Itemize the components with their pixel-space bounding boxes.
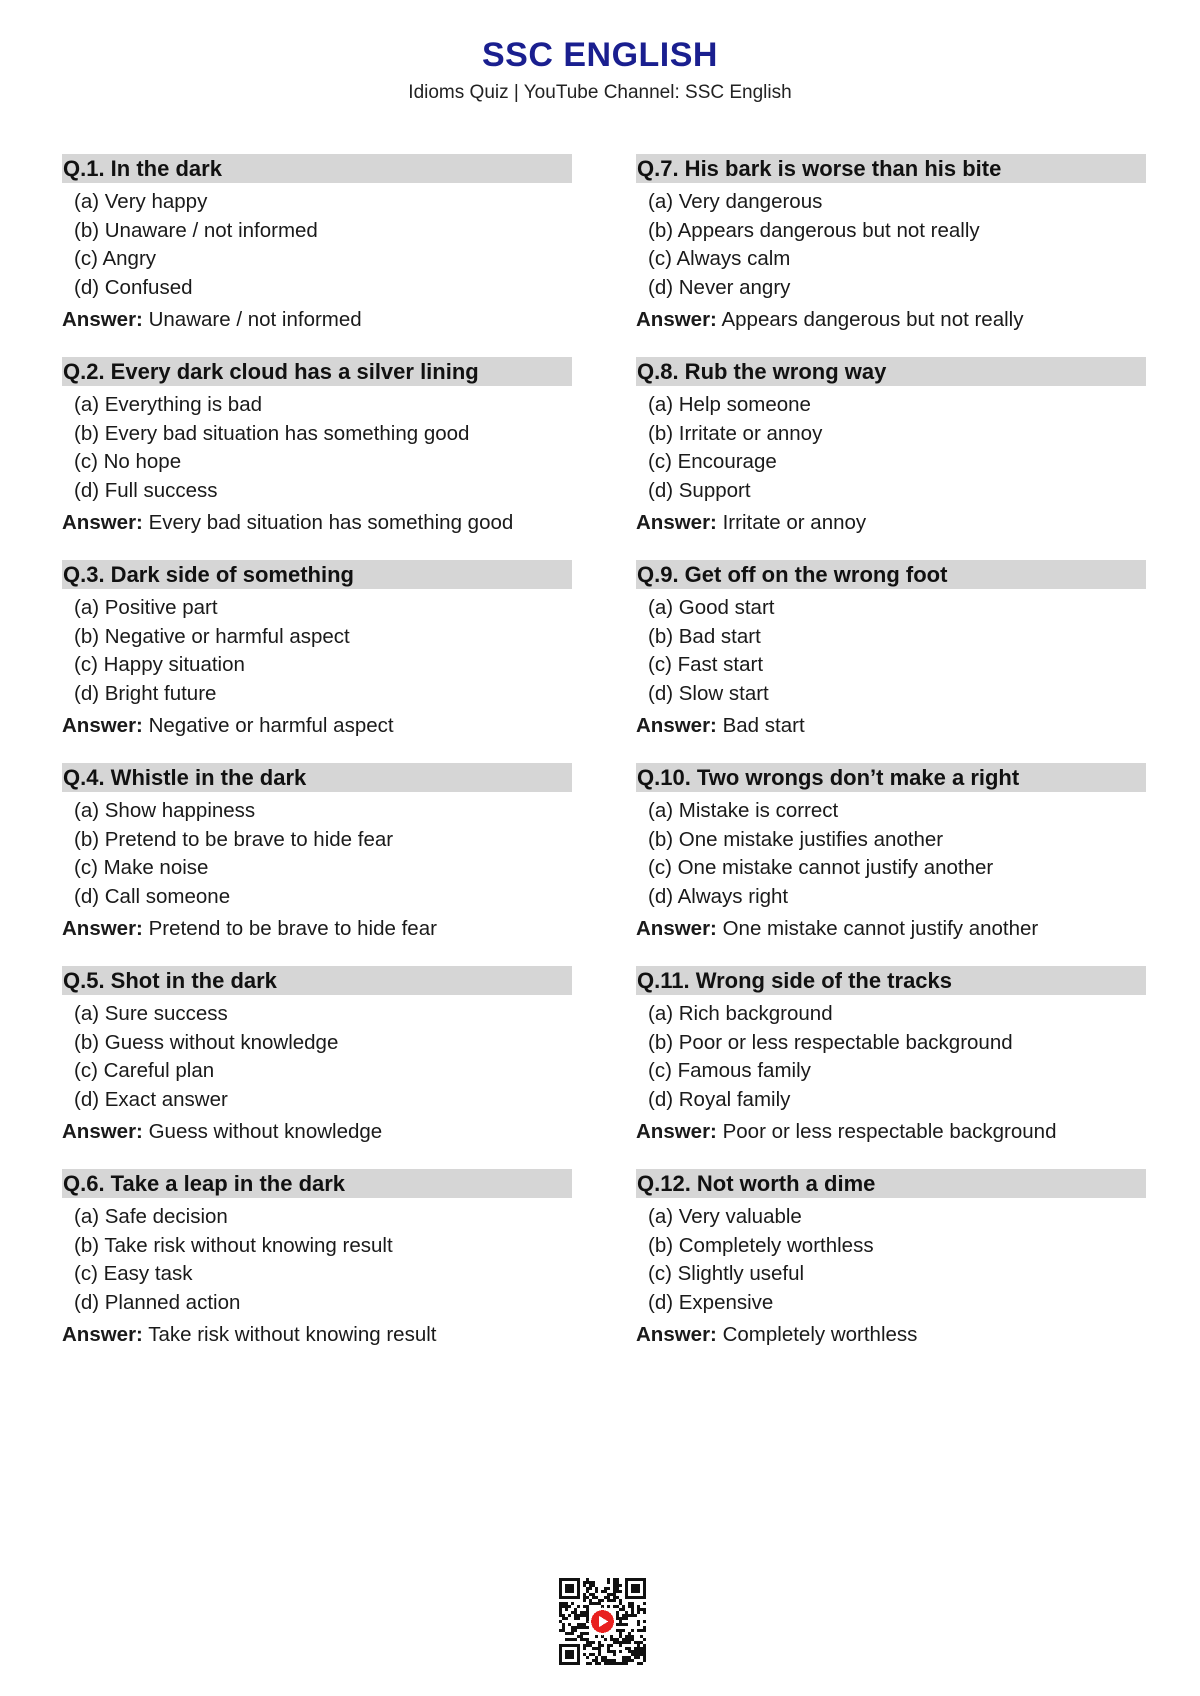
option: (c) Always calm	[648, 247, 791, 270]
answer-label: Answer:	[62, 714, 143, 737]
question-block	[636, 560, 1146, 763]
option: (d) Support	[648, 478, 751, 502]
option: (c) Careful plan	[74, 1059, 215, 1082]
option: (a) Positive part	[74, 596, 218, 619]
option: (b) Pretend to be brave to hide fear	[74, 827, 394, 851]
question-block	[62, 763, 572, 966]
question-title: Q.5. Shot in the dark	[62, 966, 572, 995]
question-title: Q.3. Dark side of something	[62, 560, 572, 589]
question-title: Q.7. His bark is worse than his bite	[636, 154, 1146, 183]
option-list	[636, 1000, 1146, 1114]
answer-line	[636, 916, 1146, 942]
question-block	[62, 966, 572, 1169]
answer-text: Take risk without knowing result	[148, 1323, 437, 1346]
question-block	[636, 966, 1146, 1169]
answer-text: Appears dangerous but not really	[721, 308, 1024, 331]
question-title: Q.12. Not worth a dime	[636, 1169, 1146, 1198]
question-block	[62, 1169, 572, 1372]
option: (b) Take risk without knowing result	[74, 1233, 393, 1257]
option-list	[62, 1000, 572, 1114]
answer-line	[62, 916, 572, 942]
option: (b) Unaware / not informed	[74, 218, 318, 242]
answer-line	[636, 713, 1146, 739]
option: (a) Very valuable	[648, 1205, 802, 1228]
answer-text: Guess without knowledge	[148, 1120, 383, 1143]
option: (a) Good start	[648, 596, 775, 619]
option: (b) Poor or less respectable background	[648, 1030, 1013, 1054]
option: (a) Show happiness	[74, 799, 256, 822]
answer-text: Irritate or annoy	[722, 511, 867, 534]
option: (d) Never angry	[648, 275, 791, 299]
option: (b) Completely worthless	[648, 1233, 874, 1257]
answer-label: Answer:	[636, 917, 717, 940]
option: (b) Irritate or annoy	[648, 421, 823, 445]
answer-line	[62, 510, 572, 536]
option: (a) Sure success	[74, 1002, 228, 1025]
answer-line	[636, 307, 1146, 333]
option: (c) One mistake cannot justify another	[648, 856, 994, 879]
answer-label: Answer:	[62, 1323, 143, 1346]
option-list	[62, 594, 572, 708]
answer-label: Answer:	[636, 1323, 717, 1346]
option: (c) Famous family	[648, 1059, 811, 1082]
youtube-play-icon	[589, 1608, 617, 1636]
question-title: Q.11. Wrong side of the tracks	[636, 966, 1146, 995]
option: (a) Safe decision	[74, 1205, 228, 1228]
option-list	[62, 1203, 572, 1317]
option: (d) Exact answer	[74, 1087, 228, 1111]
option: (d) Call someone	[74, 884, 231, 908]
question-title: Q.8. Rub the wrong way	[636, 357, 1146, 386]
option-list	[636, 594, 1146, 708]
option: (a) Very dangerous	[648, 190, 823, 213]
answer-label: Answer:	[62, 1120, 143, 1143]
option-list	[636, 797, 1146, 911]
option: (a) Help someone	[648, 393, 811, 416]
answer-line	[636, 1322, 1146, 1348]
question-block	[636, 763, 1146, 966]
answer-label: Answer:	[636, 1120, 717, 1143]
question-title: Q.2. Every dark cloud has a silver lining	[62, 357, 572, 386]
question-block	[636, 154, 1146, 357]
answer-text: One mistake cannot justify another	[722, 917, 1039, 940]
option: (c) No hope	[74, 450, 182, 473]
qr-code-icon[interactable]	[559, 1578, 646, 1665]
answer-text: Bad start	[722, 714, 805, 737]
answer-label: Answer:	[62, 917, 143, 940]
option: (b) Negative or harmful aspect	[74, 624, 350, 648]
option-list	[636, 1203, 1146, 1317]
option: (d) Always right	[648, 884, 789, 908]
answer-line	[636, 510, 1146, 536]
option: (d) Royal family	[648, 1087, 791, 1111]
page-header	[0, 34, 1200, 105]
option: (c) Make noise	[74, 856, 209, 879]
option-list	[62, 188, 572, 302]
answer-text: Unaware / not informed	[148, 308, 362, 331]
option: (c) Easy task	[74, 1262, 193, 1285]
page-subtitle: Idioms Quiz | YouTube Channel: SSC English	[408, 82, 792, 103]
question-column-left	[62, 154, 572, 1372]
answer-text: Every bad situation has something good	[148, 511, 514, 534]
option: (d) Planned action	[74, 1290, 241, 1314]
answer-text: Poor or less respectable background	[722, 1120, 1057, 1143]
question-title: Q.9. Get off on the wrong foot	[636, 560, 1146, 589]
answer-label: Answer:	[62, 511, 143, 534]
option: (d) Confused	[74, 275, 193, 299]
option-list	[62, 391, 572, 505]
option: (c) Slightly useful	[648, 1262, 805, 1285]
option: (b) One mistake justifies another	[648, 827, 944, 851]
option: (d) Full success	[74, 478, 218, 502]
question-title: Q.10. Two wrongs don’t make a right	[636, 763, 1146, 792]
option: (b) Every bad situation has something good	[74, 421, 470, 445]
question-block	[62, 357, 572, 560]
answer-text: Completely worthless	[722, 1323, 918, 1346]
answer-text: Pretend to be brave to hide fear	[148, 917, 437, 940]
question-title: Q.4. Whistle in the dark	[62, 763, 572, 792]
answer-label: Answer:	[636, 308, 717, 331]
answer-text: Negative or harmful aspect	[148, 714, 394, 737]
question-block	[62, 560, 572, 763]
option: (c) Encourage	[648, 450, 777, 473]
option: (d) Slow start	[648, 681, 769, 705]
question-column-right	[636, 154, 1146, 1372]
option: (b) Appears dangerous but not really	[648, 218, 980, 242]
option: (c) Angry	[74, 247, 157, 270]
option: (b) Bad start	[648, 624, 761, 648]
option: (a) Mistake is correct	[648, 799, 839, 822]
answer-line	[62, 1119, 572, 1145]
question-block	[636, 1169, 1146, 1372]
question-block	[636, 357, 1146, 560]
option: (a) Rich background	[648, 1002, 833, 1025]
answer-line	[62, 307, 572, 333]
answer-label: Answer:	[62, 308, 143, 331]
option: (a) Very happy	[74, 190, 208, 213]
option-list	[636, 188, 1146, 302]
option-list	[62, 797, 572, 911]
question-title: Q.6. Take a leap in the dark	[62, 1169, 572, 1198]
option: (c) Happy situation	[74, 653, 245, 676]
option: (b) Guess without knowledge	[74, 1030, 339, 1054]
answer-label: Answer:	[636, 714, 717, 737]
answer-line	[636, 1119, 1146, 1145]
option: (d) Bright future	[74, 681, 217, 705]
question-block	[62, 154, 572, 357]
answer-label: Answer:	[636, 511, 717, 534]
answer-line	[62, 1322, 572, 1348]
option-list	[636, 391, 1146, 505]
option: (d) Expensive	[648, 1290, 774, 1314]
page-title: SSC ENGLISH	[482, 36, 718, 74]
option: (a) Everything is bad	[74, 393, 263, 416]
answer-line	[62, 713, 572, 739]
option: (c) Fast start	[648, 653, 764, 676]
question-title: Q.1. In the dark	[62, 154, 572, 183]
